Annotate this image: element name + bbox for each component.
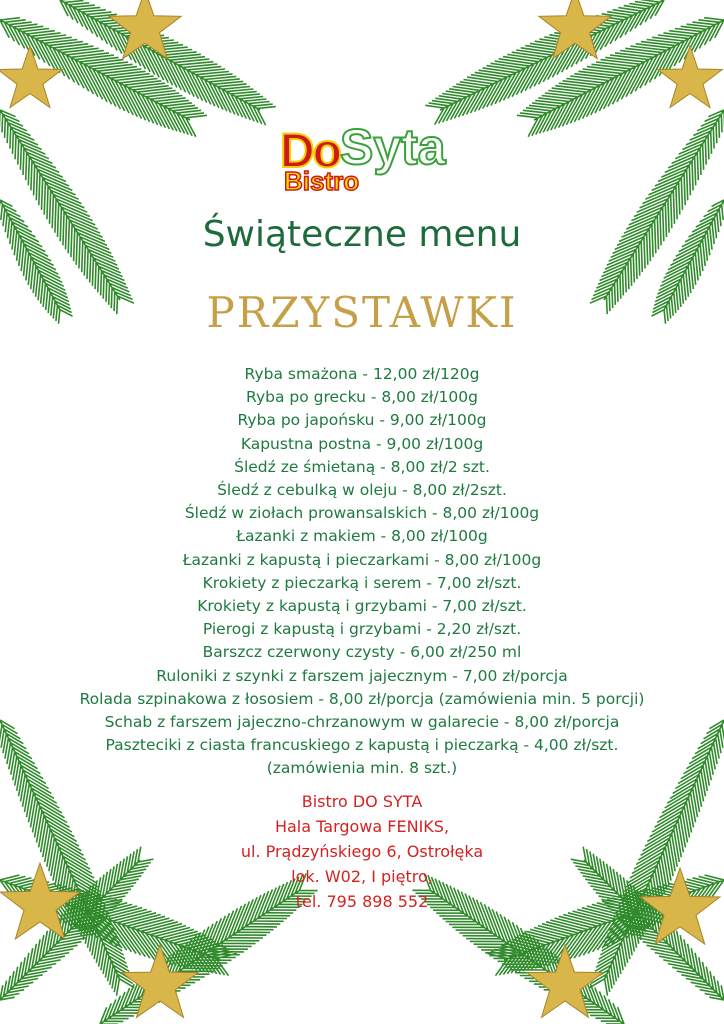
logo-do: Do	[280, 125, 340, 178]
menu-item: Ryba smażona - 12,00 zł/120g	[244, 365, 480, 383]
menu-item: Kapustna postna - 9,00 zł/100g	[240, 434, 484, 453]
address-hall: Hala Targowa FENIKS,	[274, 817, 450, 836]
menu-item: Łazanki z kapustą i pieczarkami - 8,00 zł/100g	[182, 550, 542, 569]
menu-item: Ryba po japońsku - 9,00 zł/100g	[237, 411, 487, 430]
menu-item: Łazanki z makiem - 8,00 zł/100g	[236, 527, 488, 546]
section-heading: PRZYSTAWKI	[206, 288, 518, 337]
menu-item: Śledź ze śmietaną - 8,00 zł/2 szt.	[234, 457, 490, 476]
logo-bistro: Bistro	[284, 166, 360, 196]
menu-item: Krokiety z kapustą i grzybami - 7,00 zł/szt.	[197, 597, 527, 616]
logo-syta: Syta	[340, 119, 446, 175]
menu-item: Schab z farszem jajeczno-chrzanowym w galarecie - 8,00 zł/porcja	[104, 713, 620, 732]
menu-item: Ruloniki z szynki z farszem jajecznym - 7,00 zł/porcja	[156, 666, 568, 685]
address-phone: tel. 795 898 552	[295, 892, 429, 911]
address-street: ul. Prądzyńskiego 6, Ostrołęka	[240, 842, 484, 861]
menu-item: Pierogi z kapustą i grzybami - 2,20 zł/szt.	[202, 620, 522, 639]
menu-item: Ryba po grecku - 8,00 zł/100g	[246, 388, 478, 407]
menu-item: Rolada szpinakowa z łososiem - 8,00 zł/porcja (zamówienia min. 5 porcji)	[79, 689, 645, 708]
address-name: Bistro DO SYTA	[301, 792, 423, 811]
menu-item: Barszcz czerwony czysty - 6,00 zł/250 ml	[202, 643, 522, 662]
pine-branch-icon	[590, 110, 724, 314]
menu-item-note: (zamówienia min. 8 szt.)	[266, 759, 458, 778]
bistro-logo	[278, 119, 448, 202]
menu-item: Krokiety z pieczarką i serem - 7,00 zł/szt.	[202, 573, 522, 592]
page-title: Świąteczne menu	[202, 214, 522, 255]
address-unit: lok. W02, I piętro,	[291, 867, 433, 886]
menu-item: Paszteciki z ciasta francuskiego z kapustą i pieczarką - 4,00 zł/szt.	[105, 736, 619, 755]
menu-item: Śledź w ziołach prowansalskich - 8,00 zł/100g	[184, 504, 540, 523]
pine-branch-icon	[0, 110, 134, 314]
address-block	[0, 789, 724, 914]
menu-item: Śledź z cebulką w oleju - 8,00 zł/2szt.	[217, 481, 507, 500]
menu-list	[0, 363, 724, 781]
